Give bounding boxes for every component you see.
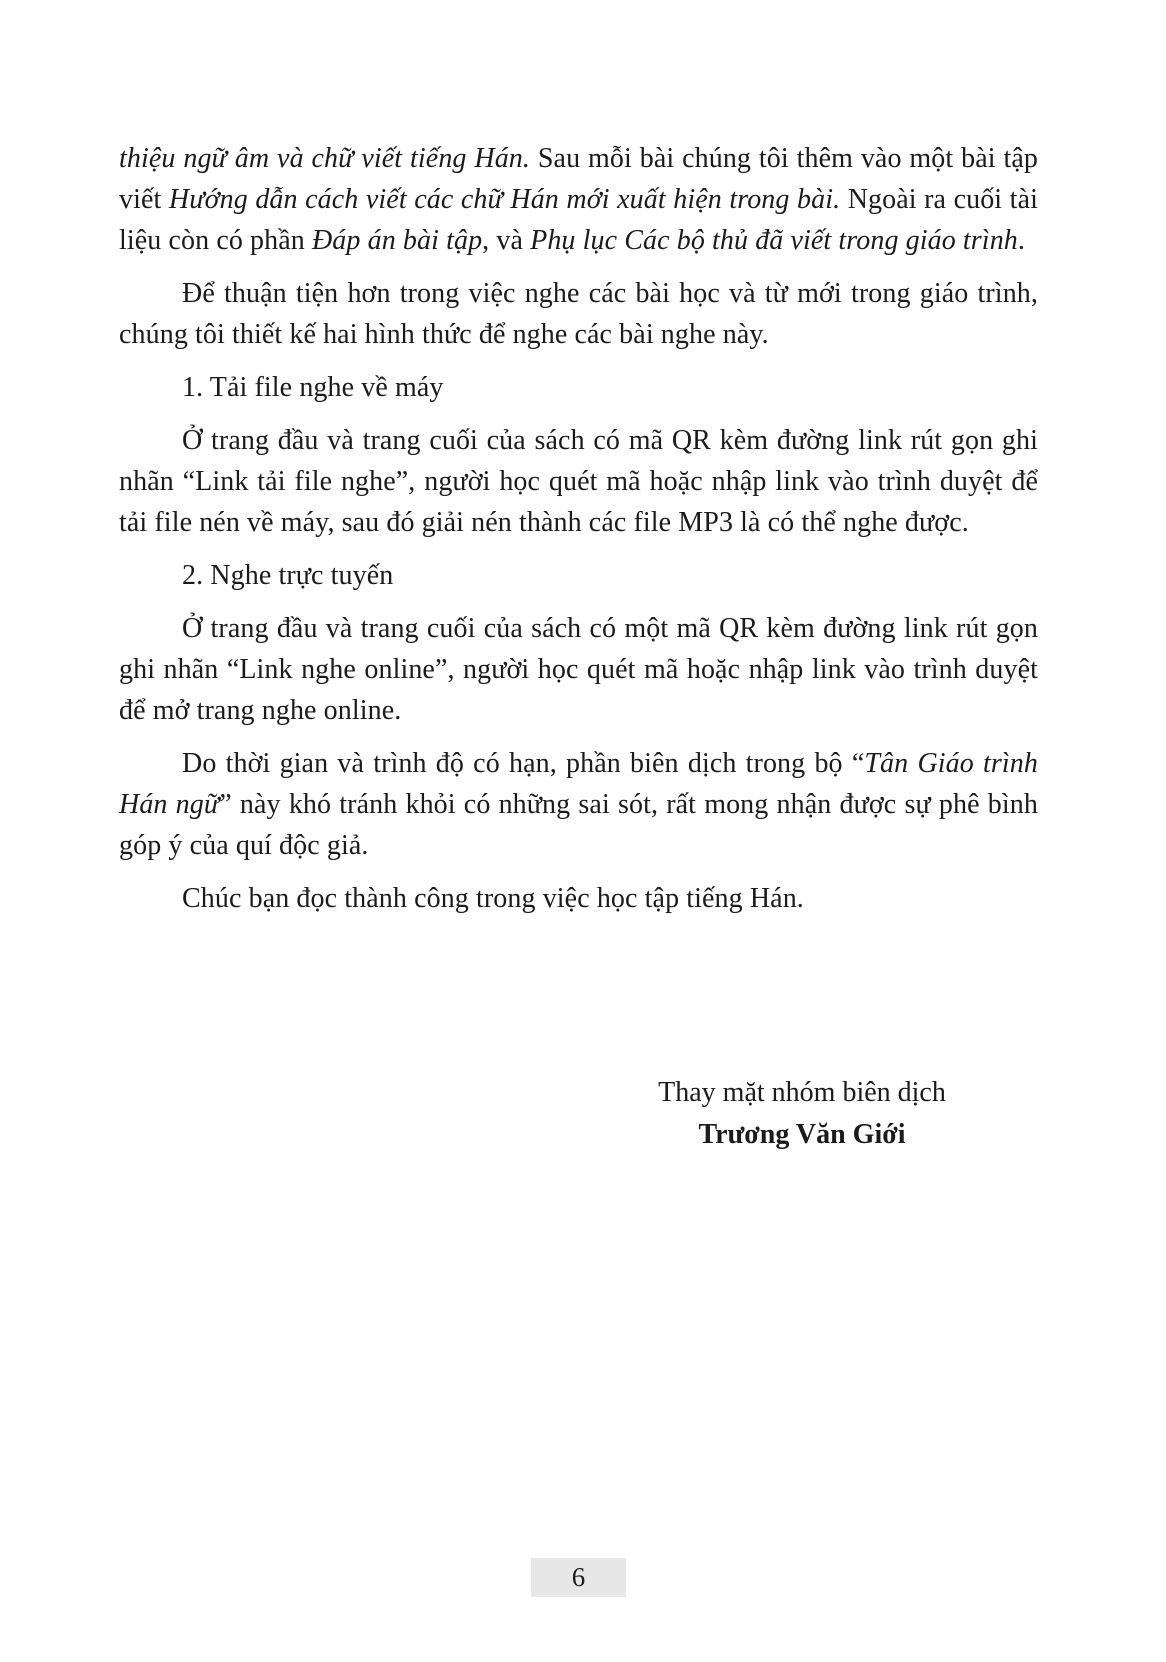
para-text-run: ” này khó tránh khỏi có những sai sót, rất mong nhận được sự phê bình góp ý của quí độc giả. [119, 789, 1038, 861]
heading-online-option [119, 555, 1038, 596]
page-number-box [531, 1558, 626, 1597]
para-text-run: Phụ lục Các bộ thủ đã viết trong giáo trình [530, 225, 1018, 256]
para-text-run: 1. Tải file nghe về máy [182, 372, 444, 403]
para-text-run: Để thuận tiện hơn trong việc nghe các bài học và từ mới trong giáo trình, chúng tôi thiết kế hai hình thức để nghe các bài nghe này. [119, 278, 1038, 350]
heading-download-option [119, 367, 1038, 408]
para-listening-intro [119, 273, 1038, 355]
signature-name: Trương Văn Giới [698, 1119, 906, 1150]
para-text-run: Sau mỗi bài chúng tôi thêm vào một bài tập viết [119, 143, 1038, 215]
para-continuation [119, 138, 1038, 261]
signature-role: Thay mặt nhóm biên dịch [658, 1077, 946, 1108]
para-text-run: Do thời gian và trình độ có hạn, phần biên dịch trong bộ “ [182, 748, 865, 779]
para-text-run: Ở trang đầu và trang cuối của sách có một mã QR kèm đường link rút gọn ghi nhãn “Link nghe online”, người học quét mã hoặc nhập link vào trình duyệt để mở trang nghe online. [119, 613, 1038, 726]
para-text-run: Chúc bạn đọc thành công trong việc học tập tiếng Hán. [182, 883, 804, 914]
para-text-run: . [1017, 225, 1025, 256]
para-online-instructions [119, 608, 1038, 731]
para-text-run: Đáp án bài tập [311, 225, 483, 256]
para-text-run: Tân Giáo trình Hán ngữ [119, 748, 1038, 820]
para-text-run: Hướng dẫn cách viết các chữ Hán mới xuất hiện trong bài. [168, 184, 841, 215]
para-text-run: thiệu ngữ âm và chữ viết tiếng Hán. [119, 143, 531, 174]
page-body [119, 138, 1038, 931]
para-text-run: Ngoài ra cuối tài liệu còn có phần [119, 184, 1038, 256]
para-wish [119, 878, 1038, 919]
para-download-instructions [119, 420, 1038, 543]
page-number: 6 [571, 1562, 586, 1592]
para-text-run: 2. Nghe trực tuyến [182, 560, 394, 591]
signature-block [652, 1072, 952, 1156]
para-text-run: Ở trang đầu và trang cuối của sách có mã QR kèm đường link rút gọn ghi nhãn “Link tải file nghe”, người học quét mã hoặc nhập link vào trình duyệt để tải file nén về máy, sau đó giải nén thành các file MP3 là có thể nghe được. [119, 425, 1038, 538]
para-text-run: , và [482, 225, 531, 256]
para-apology [119, 743, 1038, 866]
